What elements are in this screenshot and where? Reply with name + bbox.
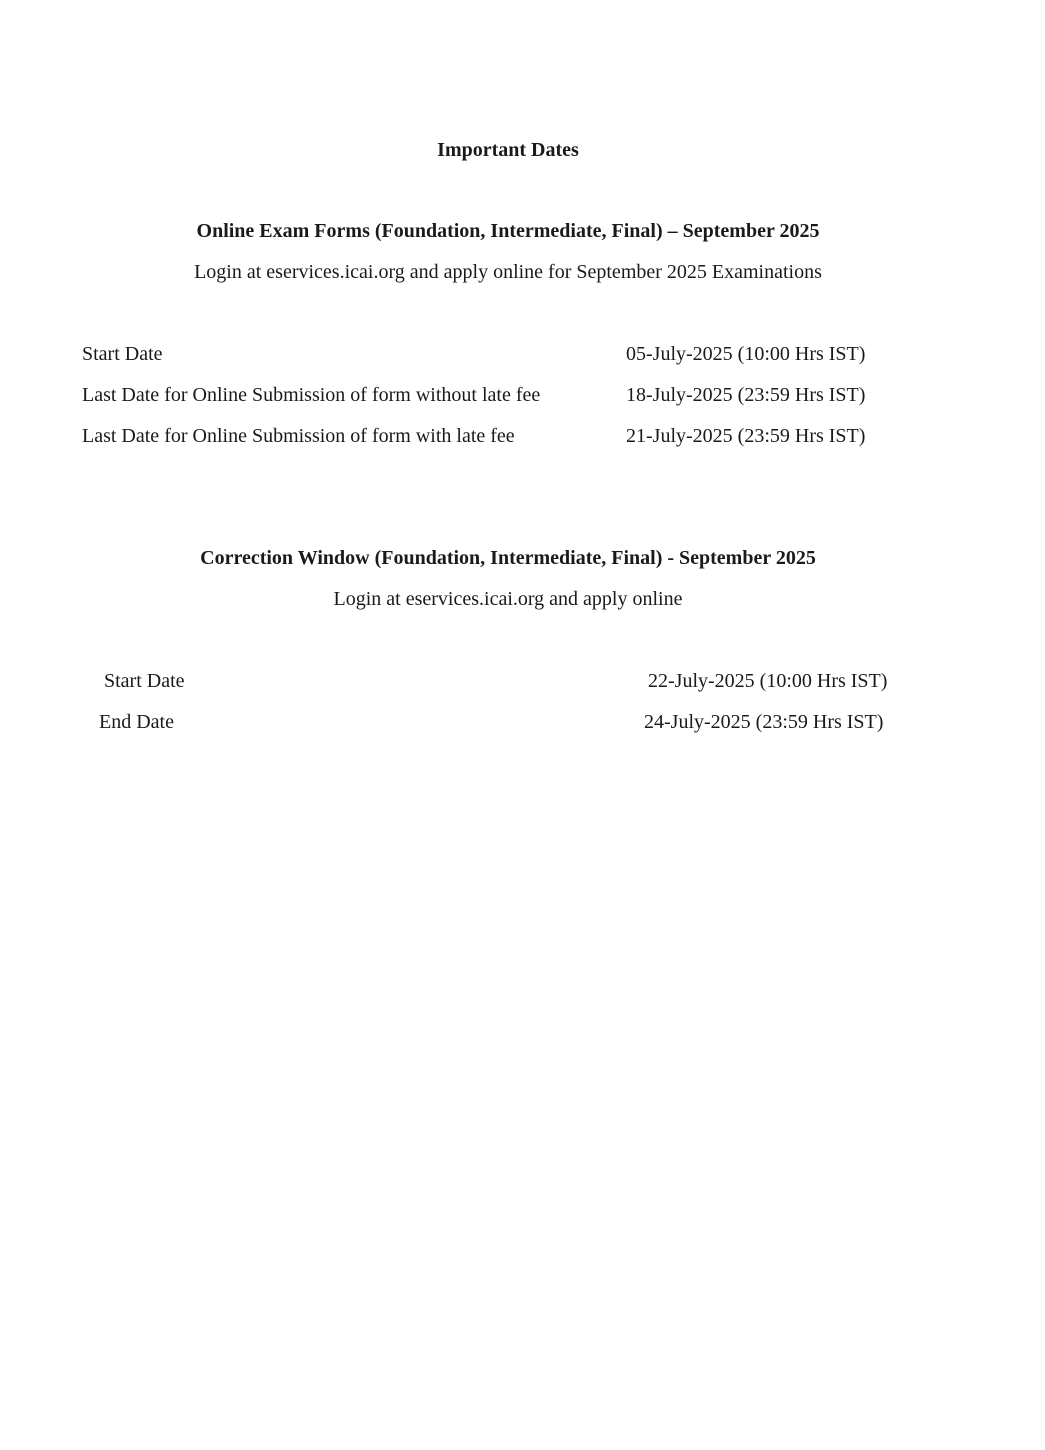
section-heading: Online Exam Forms (Foundation, Intermediate, Final) – September 2025 [196,220,820,242]
section-instruction: Login at eservices.icai.org and apply online [333,588,683,610]
row-label: End Date [99,711,174,733]
row-value: 24-July-2025 (23:59 Hrs IST) [644,711,884,733]
row-label: Start Date [82,343,163,365]
section-heading: Correction Window (Foundation, Intermediate, Final) - September 2025 [200,547,816,569]
row-label: Last Date for Online Submission of form without late fee [82,384,541,406]
row-value: 18-July-2025 (23:59 Hrs IST) [626,384,866,406]
row-label: Last Date for Online Submission of form with late fee [82,425,515,447]
row-value: 22-July-2025 (10:00 Hrs IST) [648,670,888,692]
row-value: 05-July-2025 (10:00 Hrs IST) [626,343,866,365]
row-value: 21-July-2025 (23:59 Hrs IST) [626,425,866,447]
section-instruction: Login at eservices.icai.org and apply online for September 2025 Examinations [194,261,822,283]
row-label: Start Date [104,670,185,692]
page-title: Important Dates [437,139,579,161]
